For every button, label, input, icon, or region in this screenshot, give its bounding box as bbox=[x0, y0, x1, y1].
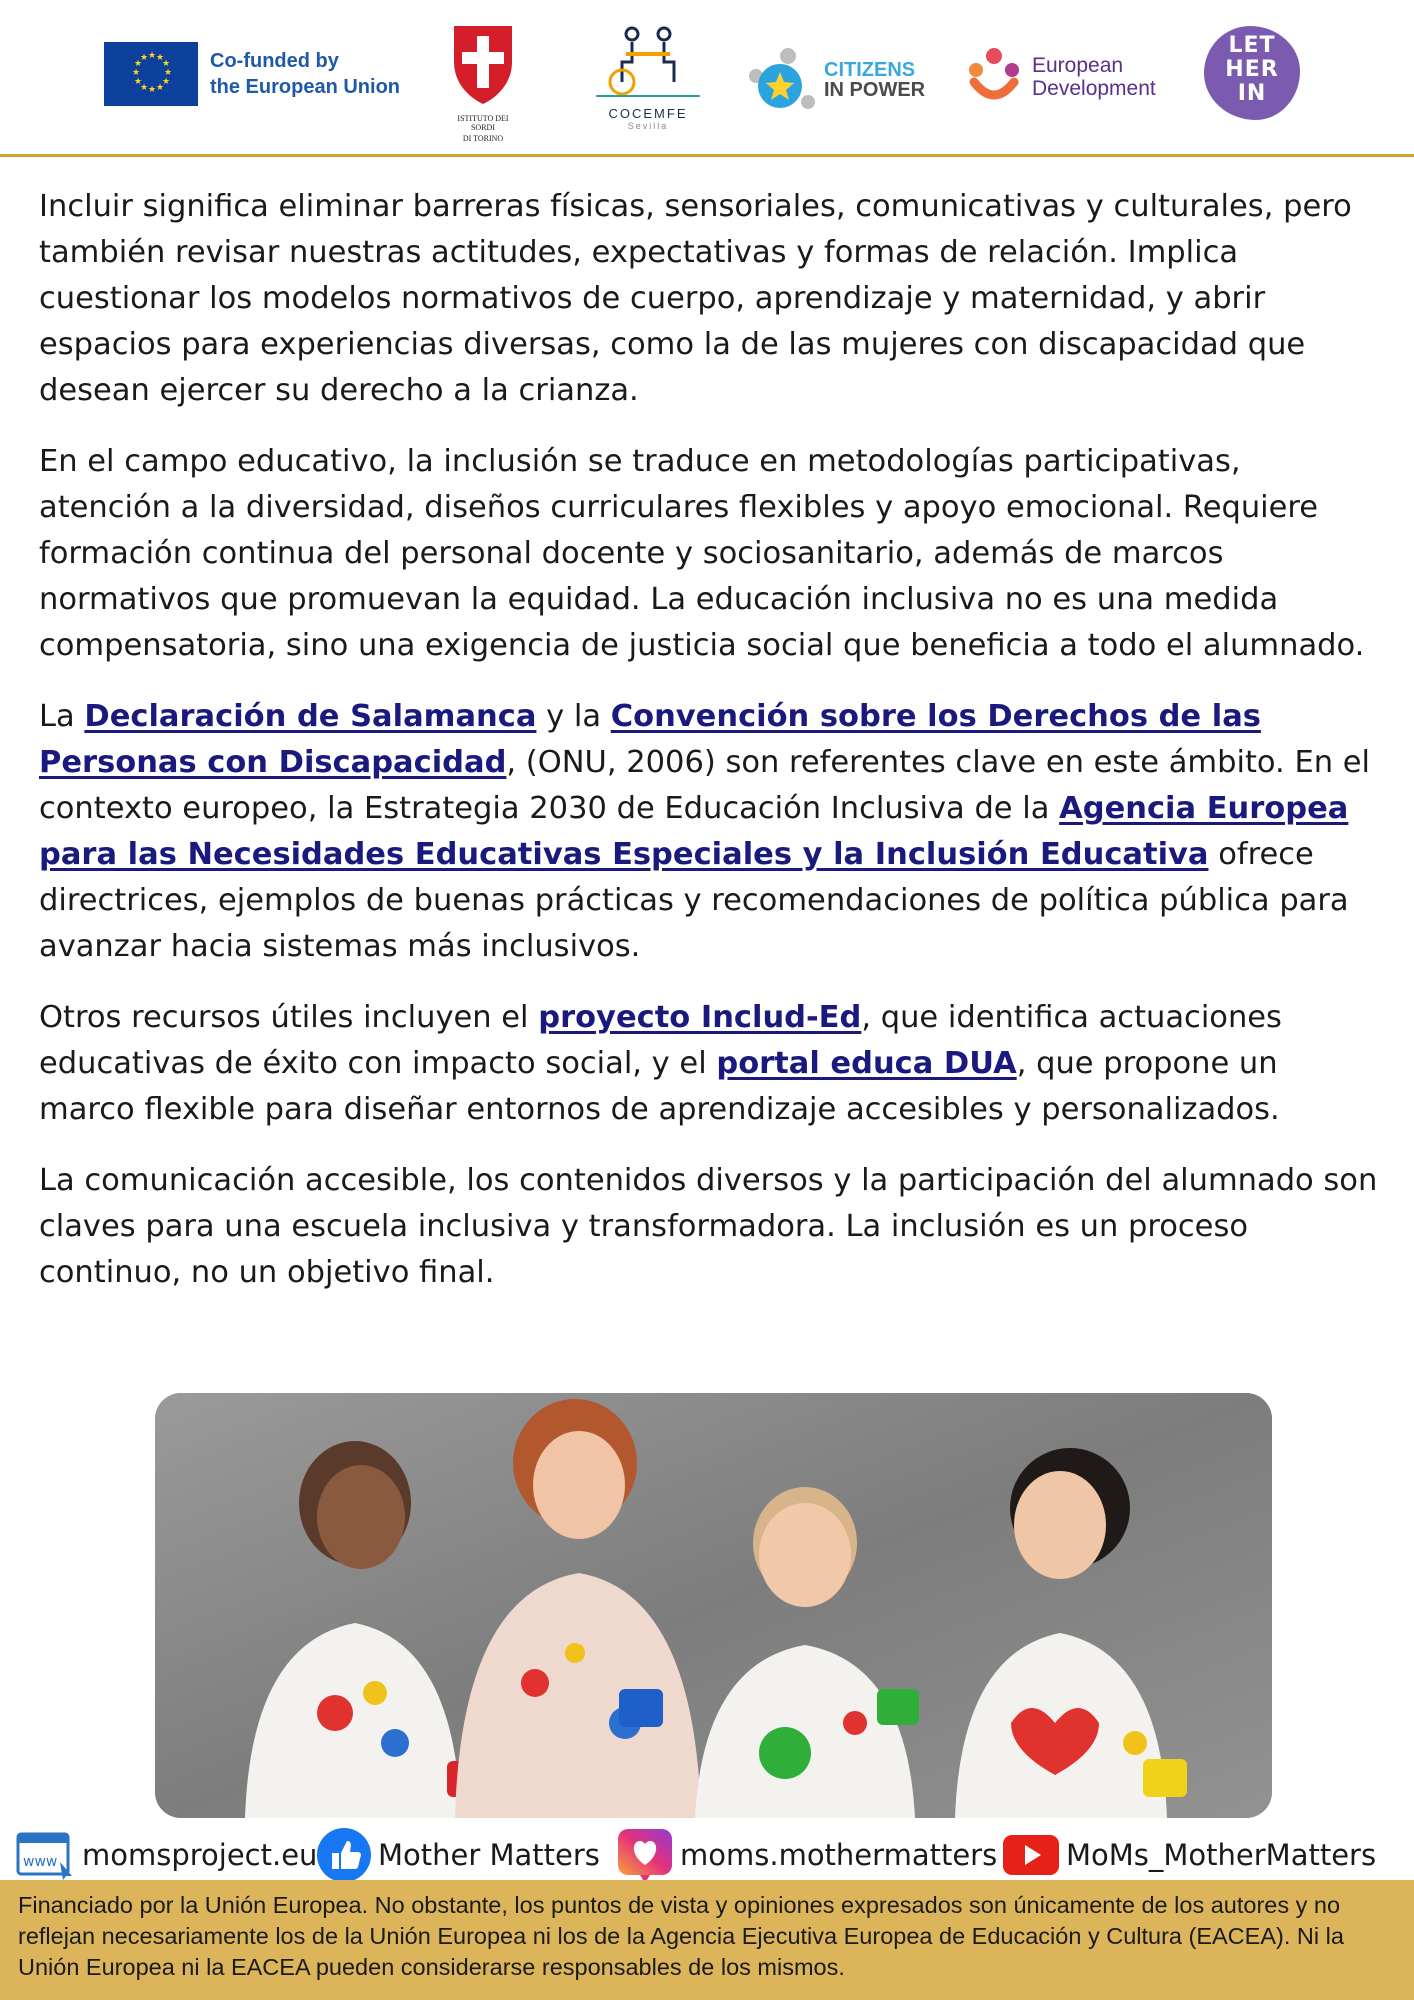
link-convencion-derechos[interactable]: Convención sobre los Derechos de las Personas con Discapacidad bbox=[39, 699, 1261, 780]
p4-text-3: , que propone un marco flexible para diseñar entornos de aprendizaje accesibles y personalizados. bbox=[39, 1046, 1280, 1127]
link-declaracion-salamanca[interactable]: Declaración de Salamanca bbox=[84, 699, 537, 734]
european-development-icon bbox=[964, 46, 1024, 108]
main-content bbox=[39, 184, 1379, 1321]
eu-text-line1: Co-funded by bbox=[210, 50, 339, 72]
svg-text:★: ★ bbox=[148, 51, 157, 61]
citizens-line2: IN POWER bbox=[824, 79, 926, 101]
link-agencia-europea[interactable]: Agencia Europea para las Necesidades Educativas Especiales y la Inclusión Educativa bbox=[39, 791, 1349, 872]
www-icon bbox=[16, 1830, 76, 1880]
cocemfe-sub: Sevilla bbox=[627, 121, 669, 131]
svg-text:★: ★ bbox=[140, 53, 149, 63]
eu-flag-icon bbox=[104, 42, 198, 106]
svg-text:★: ★ bbox=[162, 77, 171, 87]
paragraph-3 bbox=[39, 694, 1379, 970]
youtube-label: MoMs_MotherMatters bbox=[1066, 1838, 1377, 1872]
facebook-link[interactable] bbox=[316, 1830, 600, 1880]
p4-text-2: , que identifica actuaciones educativas de éxito con impacto social, y el bbox=[39, 1000, 1282, 1081]
paragraph-5: La comunicación accesible, los contenidos diversos y la participación del alumnado son claves para una escuela inclusiva y transformadora. La inclusión es un proceso continuo, no un objetivo final. bbox=[39, 1163, 1378, 1290]
svg-text:★: ★ bbox=[162, 59, 171, 69]
facebook-label: Mother Matters bbox=[378, 1838, 600, 1872]
link-proyecto-includ-ed[interactable]: proyecto Includ-Ed bbox=[538, 1000, 862, 1035]
svg-text:★: ★ bbox=[164, 68, 173, 78]
instagram-heart-icon bbox=[616, 1827, 674, 1883]
eu-text-line2: the European Union bbox=[210, 76, 400, 98]
cocemfe-icon bbox=[592, 26, 704, 100]
eudev-line1: European bbox=[1032, 54, 1124, 77]
citizens-text bbox=[824, 60, 925, 100]
youtube-icon bbox=[1002, 1833, 1060, 1877]
svg-text:★: ★ bbox=[148, 85, 157, 95]
eu-cofunded-text bbox=[210, 48, 400, 100]
cocemfe-name: COCEMFE bbox=[608, 106, 688, 121]
svg-text:★: ★ bbox=[140, 83, 149, 93]
eudev-line2: Development bbox=[1032, 77, 1156, 100]
citizens-in-power-icon bbox=[744, 46, 816, 114]
p3-text-2: y la bbox=[536, 699, 611, 734]
disclaimer-footer bbox=[0, 1880, 1414, 2000]
p3-text-3: , (ONU, 2006) son referentes clave en este ámbito. En el contexto europeo, la Estrategia 2030 de Educación Inclusiva de la bbox=[39, 745, 1370, 826]
letherin-line1: LET bbox=[1228, 33, 1276, 58]
istituto-caption-line2: DI TORINO bbox=[462, 134, 504, 143]
svg-text:★: ★ bbox=[132, 68, 141, 78]
istituto-sordi-logo bbox=[448, 22, 518, 143]
facebook-like-icon bbox=[316, 1827, 372, 1883]
website-link[interactable] bbox=[16, 1830, 317, 1880]
svg-text:★: ★ bbox=[134, 77, 143, 87]
children-painting-photo bbox=[155, 1393, 1272, 1818]
paragraph-1: Incluir significa eliminar barreras físicas, sensoriales, comunicativas y culturales, pero también revisar nuestras actitudes, expectativas y formas de relación. Implica cuestionar los modelos normativos de cuerpo, aprendizaje y maternidad, y abrir espacios para experiencias diversas, como la de las mujeres con discapacidad que desean ejercer su derecho a la crianza. bbox=[39, 189, 1352, 408]
instagram-label: moms.mothermatters bbox=[680, 1838, 998, 1872]
svg-text:★: ★ bbox=[134, 59, 143, 69]
www-icon-text: www bbox=[23, 1854, 58, 1870]
header-logos bbox=[0, 0, 1414, 157]
photo-illustration bbox=[155, 1393, 1272, 1818]
disclaimer-text: Financiado por la Unión Europea. No obstante, los puntos de vista y opiniones expresados son únicamente de los autores y no reflejan necesariamente los de la Unión Europea ni los de la Agencia Ejecutiva Europea de Educación y Cultura (EACEA). Ni la Unión Europea ni la EACEA pueden considerarse responsables de los mismos. bbox=[18, 1892, 1344, 1980]
social-links-bar bbox=[0, 1830, 1414, 1880]
let-her-in-icon bbox=[1204, 26, 1300, 120]
instagram-link[interactable] bbox=[616, 1830, 997, 1880]
website-label: momsproject.eu bbox=[82, 1838, 318, 1872]
eudev-text bbox=[1032, 54, 1156, 100]
svg-text:★: ★ bbox=[156, 83, 165, 93]
citizens-in-power-logo bbox=[744, 46, 925, 114]
european-development-logo bbox=[964, 46, 1156, 108]
youtube-link[interactable] bbox=[1002, 1830, 1376, 1880]
let-her-in-logo bbox=[1204, 26, 1300, 120]
citizens-line1: CITIZENS bbox=[824, 59, 916, 81]
p3-text-1: La bbox=[39, 699, 85, 734]
letherin-line2: HER bbox=[1225, 57, 1279, 82]
istituto-caption-line1: ISTITUTO DEI SORDI bbox=[457, 114, 509, 132]
cocemfe-logo bbox=[592, 26, 704, 131]
link-portal-educa-dua[interactable]: portal educa DUA bbox=[716, 1046, 1017, 1081]
paragraph-4 bbox=[39, 995, 1379, 1133]
svg-text:★: ★ bbox=[156, 53, 165, 63]
paragraph-2: En el campo educativo, la inclusión se traduce en metodologías participativas, atención a la diversidad, diseños curriculares flexibles y apoyo emocional. Requiere formación continua del personal docente y sociosanitario, además de marcos normativos que promuevan la equidad. La educación inclusiva no es una medida compensatoria, sino una exigencia de justicia social que beneficia a todo el alumnado. bbox=[39, 444, 1365, 663]
p3-text-4: ofrece directrices, ejemplos de buenas prácticas y recomendaciones de política pública para avanzar hacia sistemas más inclusivos. bbox=[39, 837, 1349, 964]
p4-text-1: Otros recursos útiles incluyen el bbox=[39, 1000, 539, 1035]
letherin-line3: IN bbox=[1237, 81, 1267, 106]
istituto-shield-icon bbox=[450, 22, 516, 108]
eu-cofunded-logo bbox=[104, 42, 400, 106]
